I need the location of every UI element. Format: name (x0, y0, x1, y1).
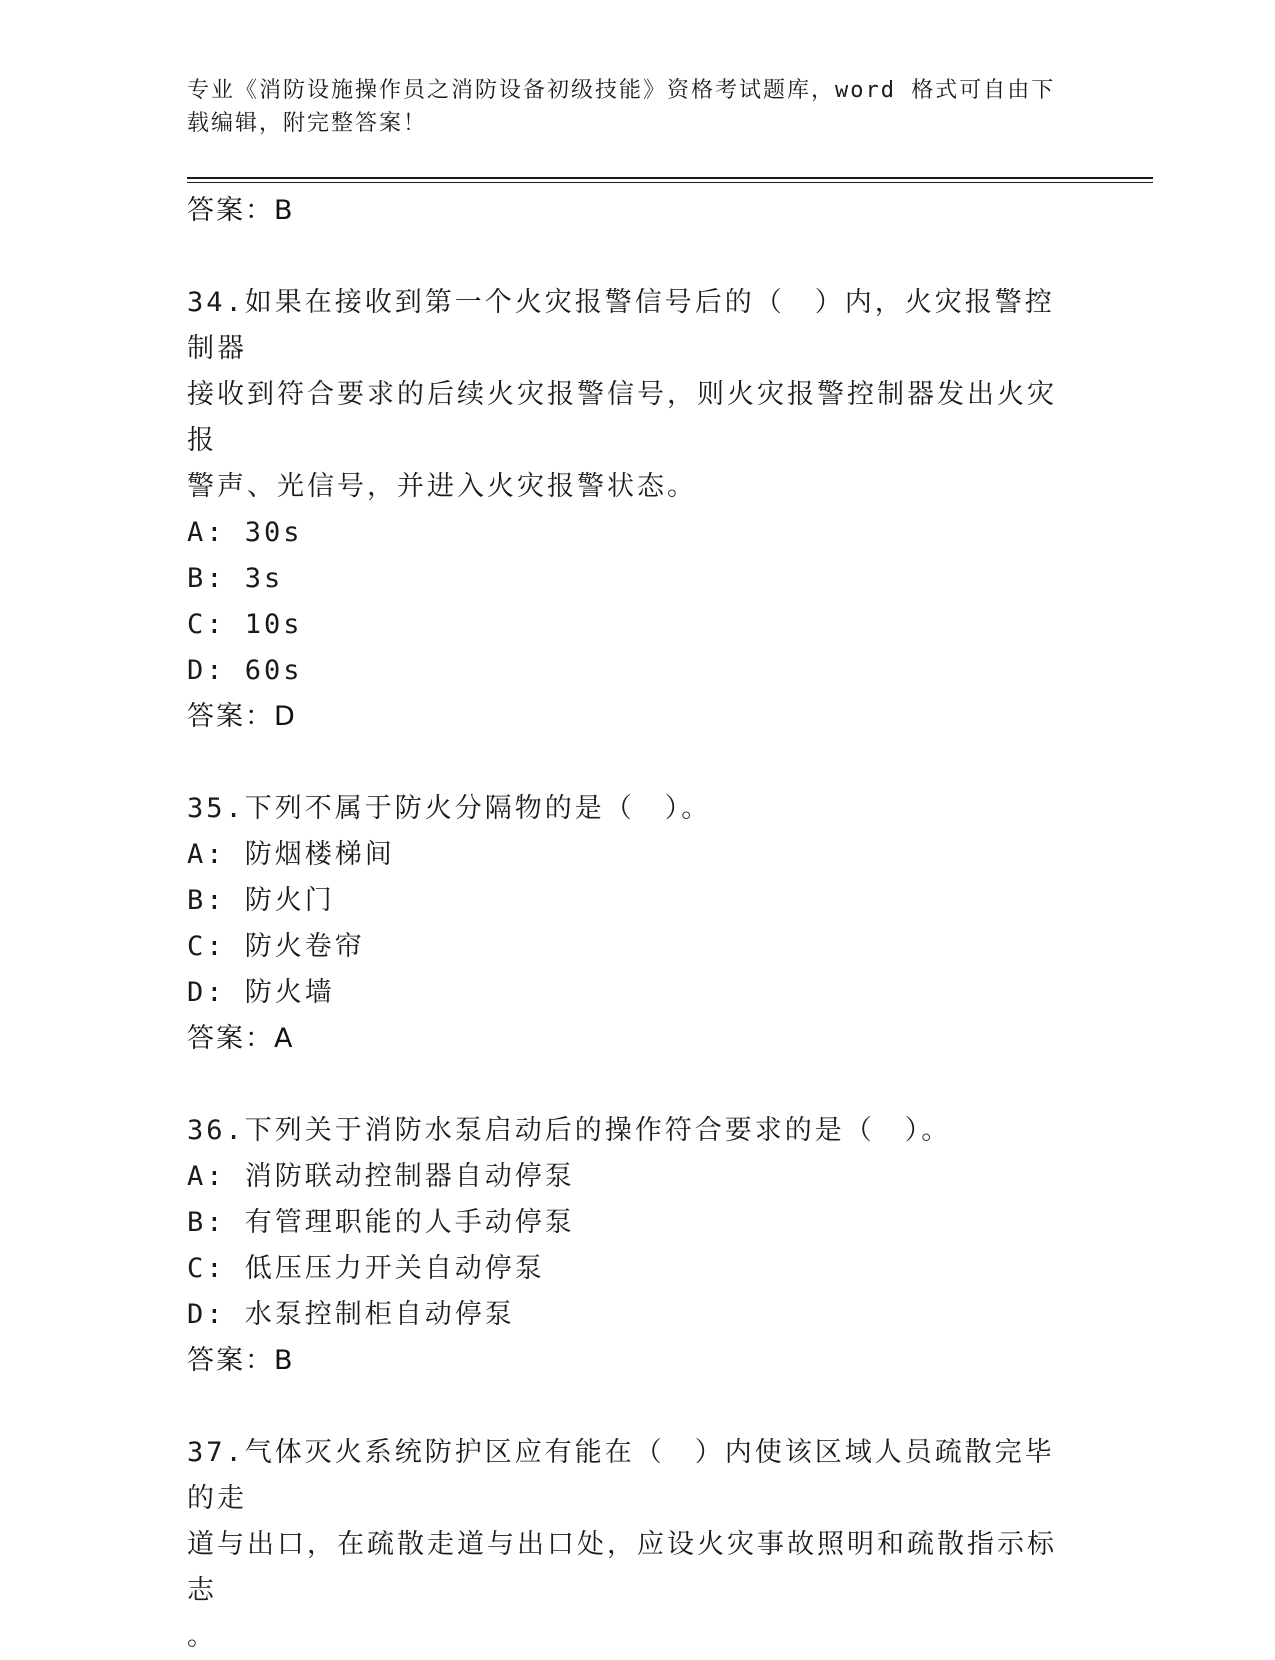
option-c: C: 防火卷帘 (187, 931, 365, 962)
stem-line: 37.气体灭火系统防护区应有能在（ ）内使该区域人员疏散完毕的走 (187, 1437, 1055, 1514)
header-divider-thick (187, 177, 1153, 179)
answer: 答案：A (187, 1023, 295, 1054)
stem-line: 道与出口，在疏散走道与出口处，应设火灾事故照明和疏散指示标志 (187, 1529, 1057, 1606)
stem-line: 34.如果在接收到第一个火灾报警信号后的（ ）内，火灾报警控制器 (187, 287, 1055, 364)
answer: 答案：D (187, 701, 297, 732)
stem-line: 35.下列不属于防火分隔物的是（ ）。 (187, 793, 712, 824)
spacer (187, 234, 1087, 280)
option-a: A: 30s (187, 517, 303, 548)
option-b: B: 有管理职能的人手动停泵 (187, 1207, 575, 1238)
option-c: C: 低压压力开关自动停泵 (187, 1253, 545, 1284)
option-b: B: 防火门 (187, 885, 335, 916)
question-37 (187, 1430, 1087, 1660)
answer: 答案：B (187, 1345, 295, 1376)
question-stem (187, 280, 1067, 510)
option-a: A: 消防联动控制器自动停泵 (187, 1161, 575, 1192)
stem-line: 警声、光信号，并进入火灾报警状态。 (187, 471, 697, 502)
spacer (187, 740, 1087, 786)
question-stem (187, 1430, 1067, 1660)
option-c: C: 10s (187, 609, 303, 640)
previous-answer: 答案：B (187, 195, 295, 226)
option-b: B: 3s (187, 563, 284, 594)
document-header (187, 74, 1067, 140)
question-stem (187, 1108, 1067, 1154)
option-a: A: 防烟楼梯间 (187, 839, 395, 870)
spacer (187, 1062, 1087, 1108)
stem-line: 接收到符合要求的后续火灾报警信号，则火灾报警控制器发出火灾报 (187, 379, 1057, 456)
header-divider-thin (187, 182, 1153, 183)
question-35 (187, 786, 1087, 1062)
question-36 (187, 1108, 1087, 1384)
question-34 (187, 280, 1087, 740)
option-d: D: 60s (187, 655, 303, 686)
stem-line: 。 (187, 1621, 217, 1652)
spacer (187, 1384, 1087, 1430)
option-d: D: 水泵控制柜自动停泵 (187, 1299, 515, 1330)
option-d: D: 防火墙 (187, 977, 335, 1008)
question-stem (187, 786, 1067, 832)
stem-line: 36.下列关于消防水泵启动后的操作符合要求的是（ ）。 (187, 1115, 952, 1146)
header-line-2: 载编辑，附完整答案！ (187, 111, 428, 136)
header-line-1: 专业《消防设施操作员之消防设备初级技能》资格考试题库，word 格式可自由下 (187, 78, 1056, 103)
question-list (187, 188, 1087, 1660)
